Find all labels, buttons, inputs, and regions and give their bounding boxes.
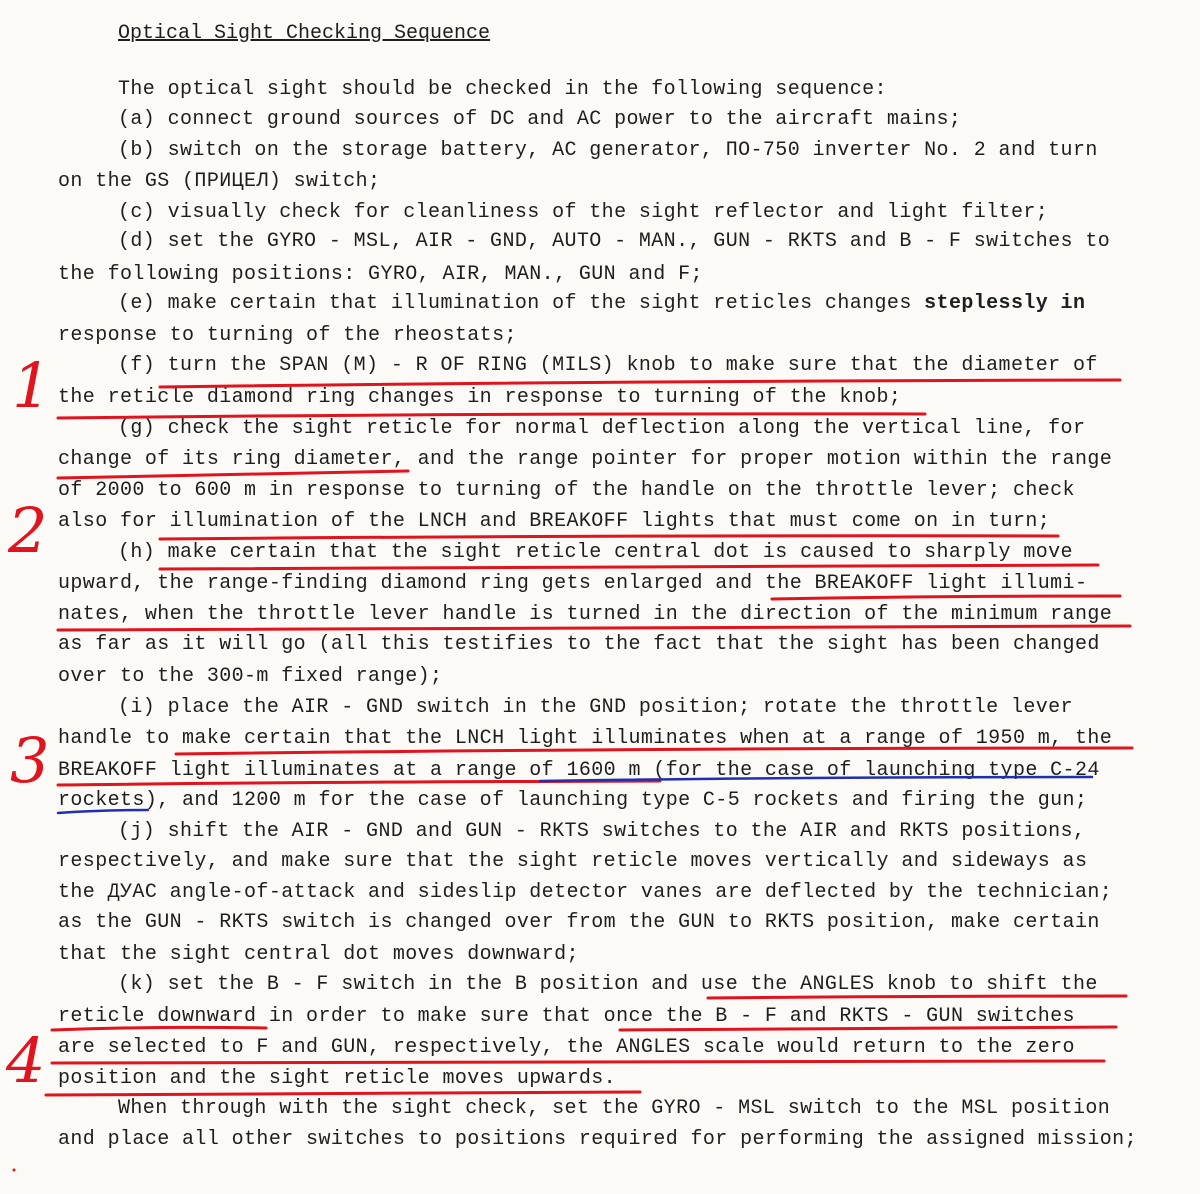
text-line: are selected to F and GUN, respectively, the ANGLES scale would return to the zero (58, 1036, 1075, 1059)
annotation-number: 4 (6, 1024, 46, 1097)
text-line: respectively, and make sure that the sight reticle moves vertically and sideways as (58, 850, 1088, 873)
text-line: (j) shift the AIR - GND and GUN - RKTS switches to the AIR and RKTS positions, (118, 820, 1086, 843)
underline-red (772, 596, 1120, 599)
page-title: Optical Sight Checking Sequence (118, 22, 491, 45)
annotation-number: 1 (12, 349, 52, 422)
text-line: response to turning of the rheostats; (58, 324, 517, 347)
text-line: upward, the range-finding diamond ring gets enlarged and the BREAKOFF light illumi- (58, 572, 1088, 595)
text-line: (h) make certain that the sight reticle central dot is caused to sharply move (118, 541, 1073, 564)
underline-red (52, 1061, 1104, 1063)
text-line: (k) set the B - F switch in the B position and use the ANGLES knob to shift the (118, 973, 1098, 996)
text-line: (c) visually check for cleanliness of the sight reflector and light filter; (118, 201, 1049, 224)
text-line: (a) connect ground sources of DC and AC power to the aircraft mains; (118, 108, 962, 131)
text-line: the ДУАС angle-of-attack and sideslip detector vanes are deflected by the technician; (58, 881, 1113, 904)
annotation-number: 2 (8, 494, 48, 567)
bold-text: steplessly in (924, 292, 1086, 315)
text-line: (f) turn the SPAN (M) - R OF RING (MILS) knob to make sure that the diameter of (118, 354, 1098, 377)
text-line: the following positions: GYRO, AIR, MAN., GUN and F; (58, 263, 703, 286)
text-line: on the GS (ПРИЦЕЛ) switch; (58, 170, 381, 193)
text-line: BREAKOFF light illuminates at a range of 1600 m (for the case of launching type C-24 (58, 759, 1100, 782)
text-line: (i) place the AIR - GND switch in the GND position; rotate the throttle lever (118, 696, 1073, 719)
underline-red (160, 565, 1098, 569)
text-line: When through with the sight check, set the GYRO - MSL switch to the MSL position (118, 1097, 1111, 1120)
text-line: handle to make certain that the LNCH light illuminates when at a range of 1950 m, the (58, 727, 1113, 750)
text-line: (g) check the sight reticle for normal deflection along the vertical line, for (118, 417, 1086, 440)
annotation-number: 3 (10, 724, 50, 797)
text-line: nates, when the throttle lever handle is turned in the direction of the minimum range (58, 603, 1113, 626)
ink-dot (13, 1169, 16, 1172)
text-line: the reticle diamond ring changes in response to turning of the knob; (58, 386, 902, 409)
underline-red (160, 536, 1058, 539)
text-line: (b) switch on the storage battery, AC generator, ПО-750 inverter No. 2 and turn (118, 139, 1098, 162)
text-line: that the sight central dot moves downward; (58, 943, 579, 966)
text-line (118, 292, 1085, 316)
text-line: as the GUN - RKTS switch is changed over from the GUN to RKTS position, make certain (58, 911, 1100, 934)
text-line: as far as it will go (all this testifies to the fact that the sight has been changed (58, 633, 1100, 656)
text-line: reticle downward in order to make sure that once the B - F and RKTS - GUN switches (58, 1005, 1075, 1028)
text-line: position and the sight reticle moves upwards. (58, 1067, 617, 1090)
text-line: (d) set the GYRO - MSL, AIR - GND, AUTO - MAN., GUN - RKTS and B - F switches to (118, 230, 1111, 253)
text-line: also for illumination of the LNCH and BREAKOFF lights that must come on in turn; (58, 510, 1051, 533)
text-line: and place all other switches to positions required for performing the assigned mission; (58, 1128, 1137, 1151)
text-line: The optical sight should be checked in the following sequence: (118, 78, 887, 101)
text-line: rockets), and 1200 m for the case of launching type C-5 rockets and firing the gun; (58, 789, 1088, 812)
text-line: of 2000 to 600 m in response to turning of the handle on the throttle lever; check (58, 479, 1075, 502)
text-line: change of its ring diameter, and the range pointer for proper motion within the range (58, 448, 1113, 471)
underline-red (58, 471, 408, 478)
underline-red (46, 1092, 640, 1095)
text-span: (e) make certain that illumination of the sight reticles changes (118, 292, 925, 315)
text-line: over to the 300-m fixed range); (58, 665, 443, 688)
